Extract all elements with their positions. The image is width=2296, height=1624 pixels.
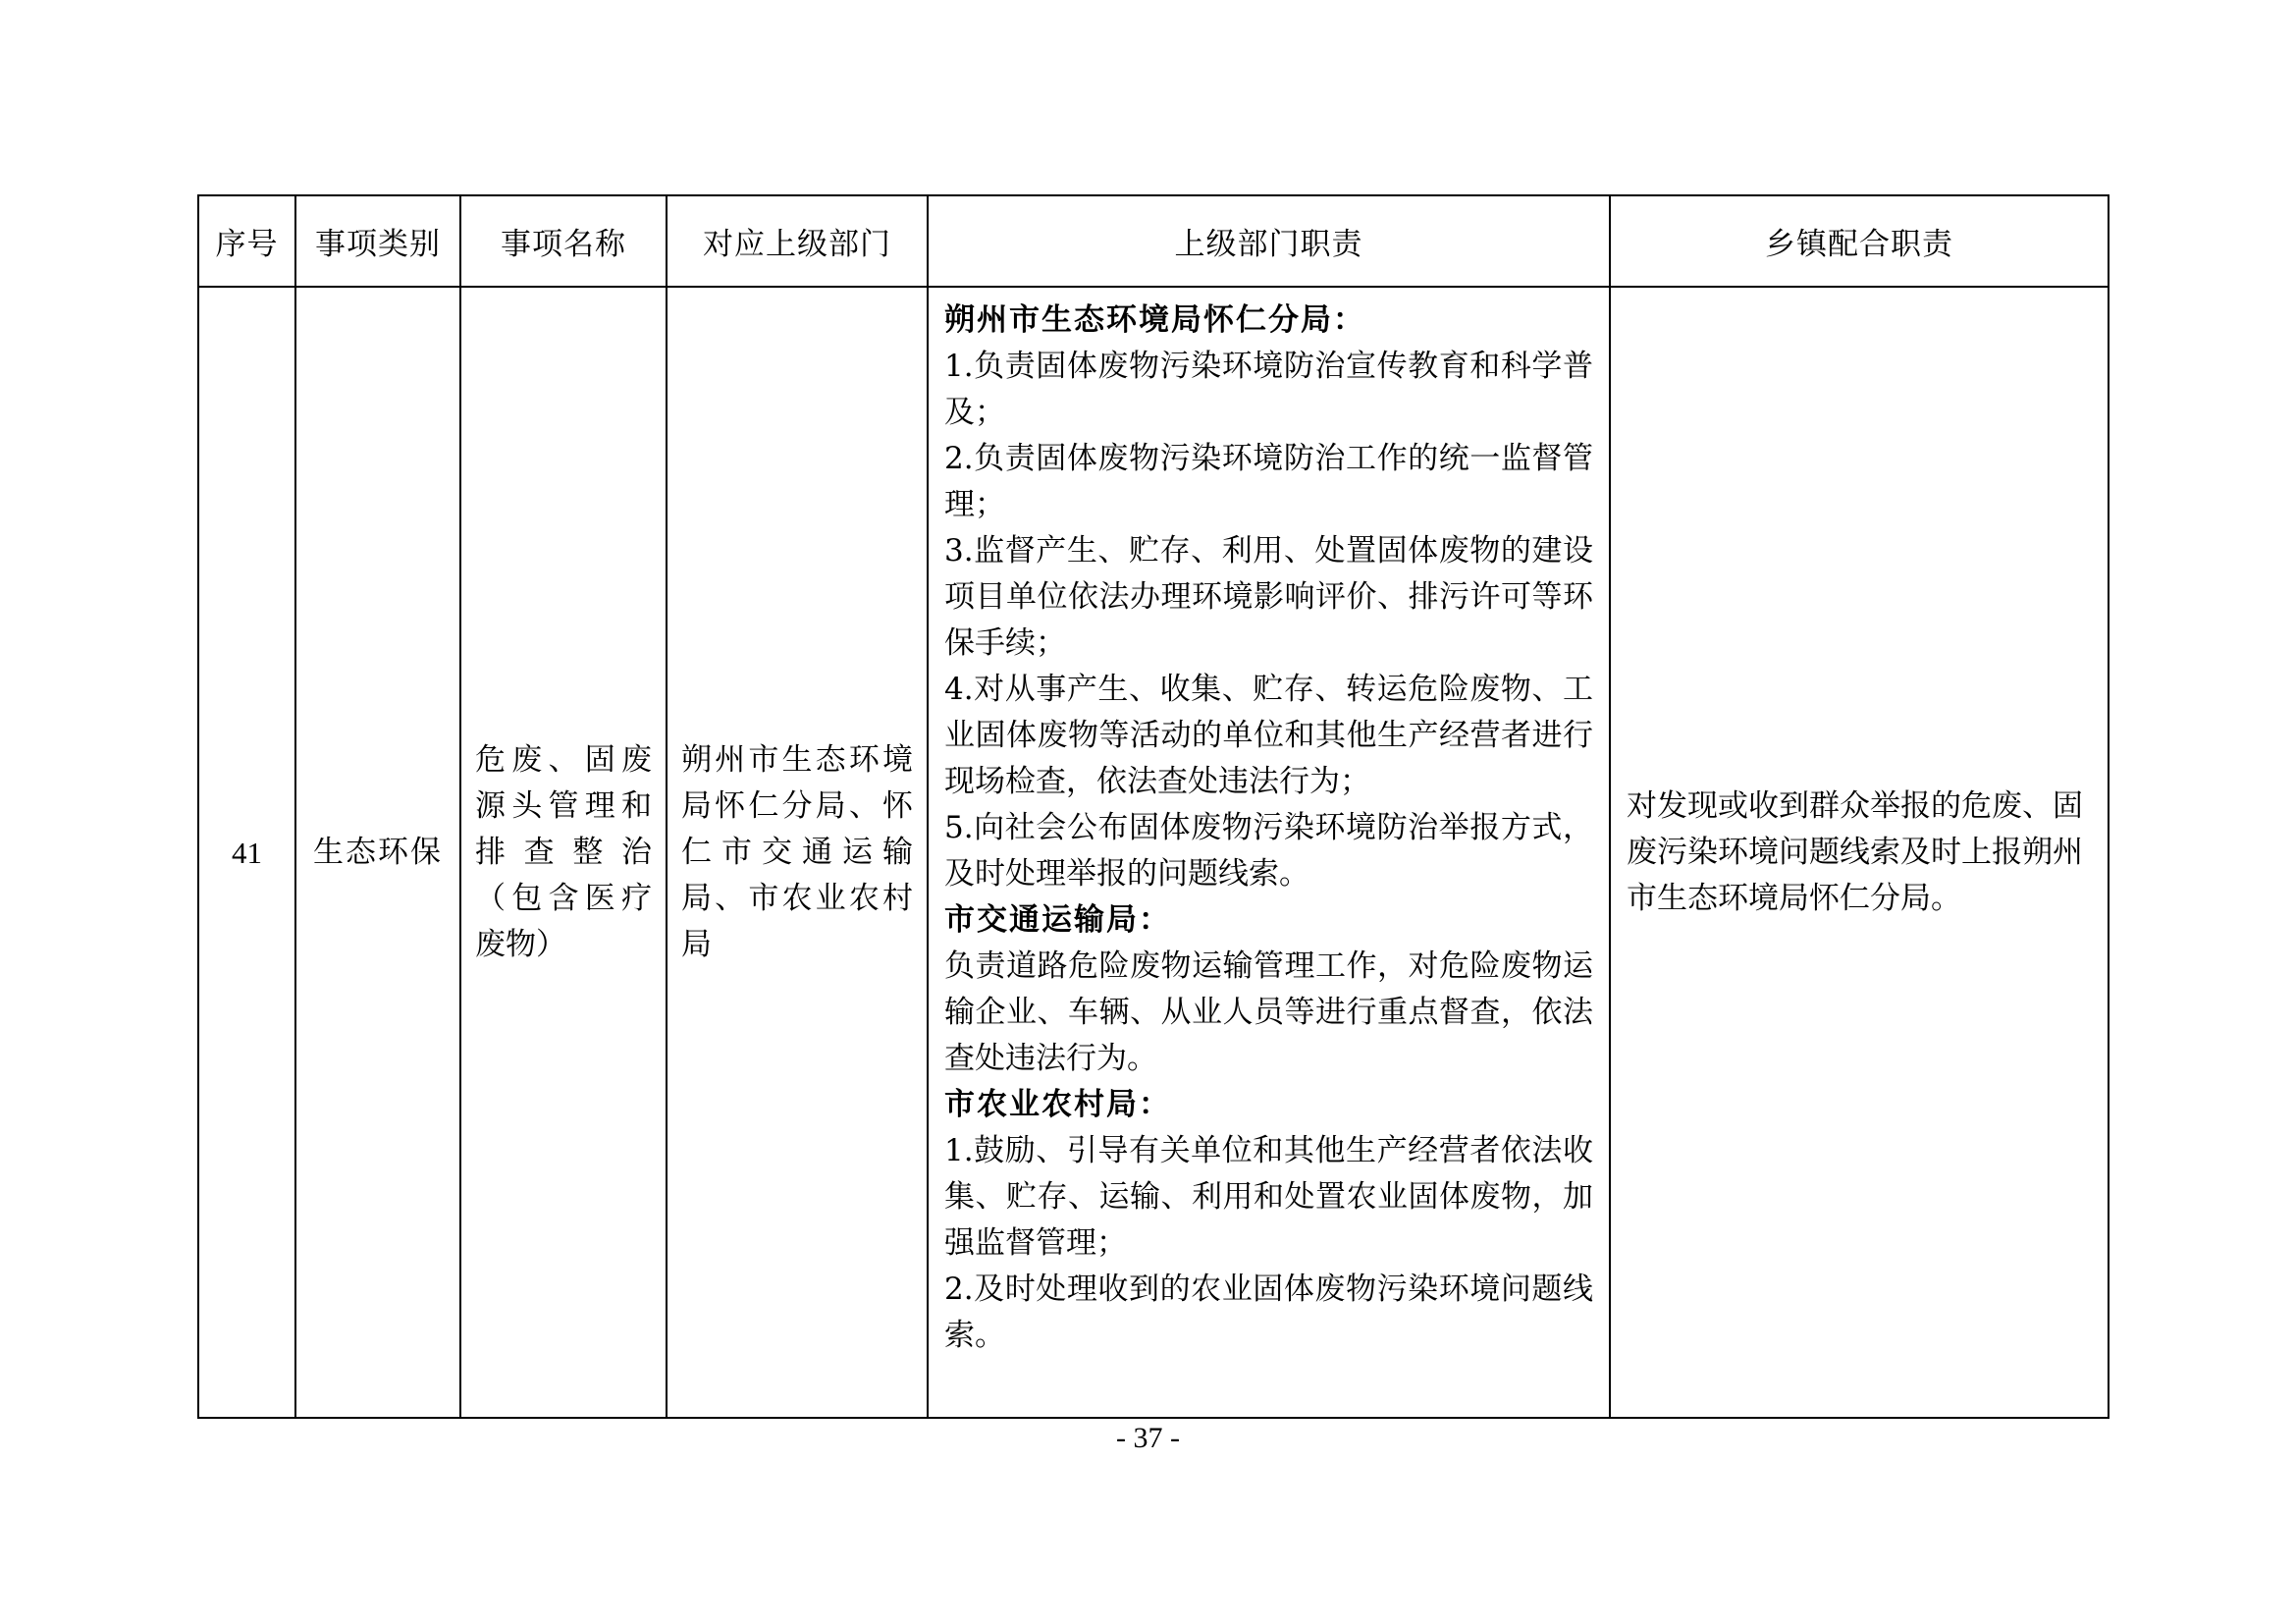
- duty-block-transport: [944, 897, 1593, 1082]
- duty-item: 1.负责固体废物污染环境防治宣传教育和科学普及；: [944, 349, 1593, 430]
- table-row: [198, 287, 2109, 1418]
- responsibility-table: [197, 194, 2109, 1419]
- row-town-duty: 对发现或收到群众举报的危废、固废污染环境问题线索及时上报朔州市生态环境局怀仁分局。: [1610, 287, 2109, 1418]
- header-department: 对应上级部门: [667, 195, 928, 287]
- duty-item: 负责道路危险废物运输管理工作，对危险废物运输企业、车辆、从业人员等进行重点督查，依法查处违法行为。: [944, 948, 1593, 1076]
- duty-item: 3.监督产生、贮存、利用、处置固体废物的建设项目单位依法办理环境影响评价、排污许可等环保手续；: [944, 533, 1593, 661]
- row-departments: 朔州市生态环境局怀仁分局、怀仁市交通运输局、市农业农村局: [667, 287, 928, 1418]
- header-item-name: 事项名称: [460, 195, 667, 287]
- duty-block-agriculture: [944, 1082, 1593, 1359]
- duty-heading: 市农业农村局：: [944, 1087, 1171, 1122]
- header-category: 事项类别: [295, 195, 460, 287]
- page-number: - 37 -: [1116, 1422, 1180, 1454]
- row-category: 生态环保: [295, 287, 460, 1418]
- header-duty: 上级部门职责: [928, 195, 1610, 287]
- duty-block-ecology: [944, 298, 1593, 897]
- duty-item: 1.鼓励、引导有关单位和其他生产经营者依法收集、贮存、运输、利用和处置农业固体废物，加强监督管理；: [944, 1133, 1593, 1261]
- header-row: [198, 195, 2109, 287]
- row-item-name: 危废、固废源头管理和排查整治（包含医疗废物）: [460, 287, 667, 1418]
- duty-item: 4.对从事产生、收集、贮存、转运危险废物、工业固体废物等活动的单位和其他生产经营者进行现场检查，依法查处违法行为；: [944, 672, 1593, 799]
- header-number: 序号: [198, 195, 295, 287]
- header-town-duty: 乡镇配合职责: [1610, 195, 2109, 287]
- duty-heading: 市交通运输局：: [944, 902, 1171, 938]
- duty-heading: 朔州市生态环境局怀仁分局：: [944, 302, 1365, 338]
- row-number: 41: [198, 287, 295, 1418]
- duty-item: 2.及时处理收到的农业固体废物污染环境问题线索。: [944, 1272, 1593, 1353]
- duty-item: 5.向社会公布固体废物污染环境防治举报方式，及时处理举报的问题线索。: [944, 810, 1593, 892]
- row-duties: [928, 287, 1610, 1418]
- duty-item: 2.负责固体废物污染环境防治工作的统一监督管理；: [944, 441, 1593, 522]
